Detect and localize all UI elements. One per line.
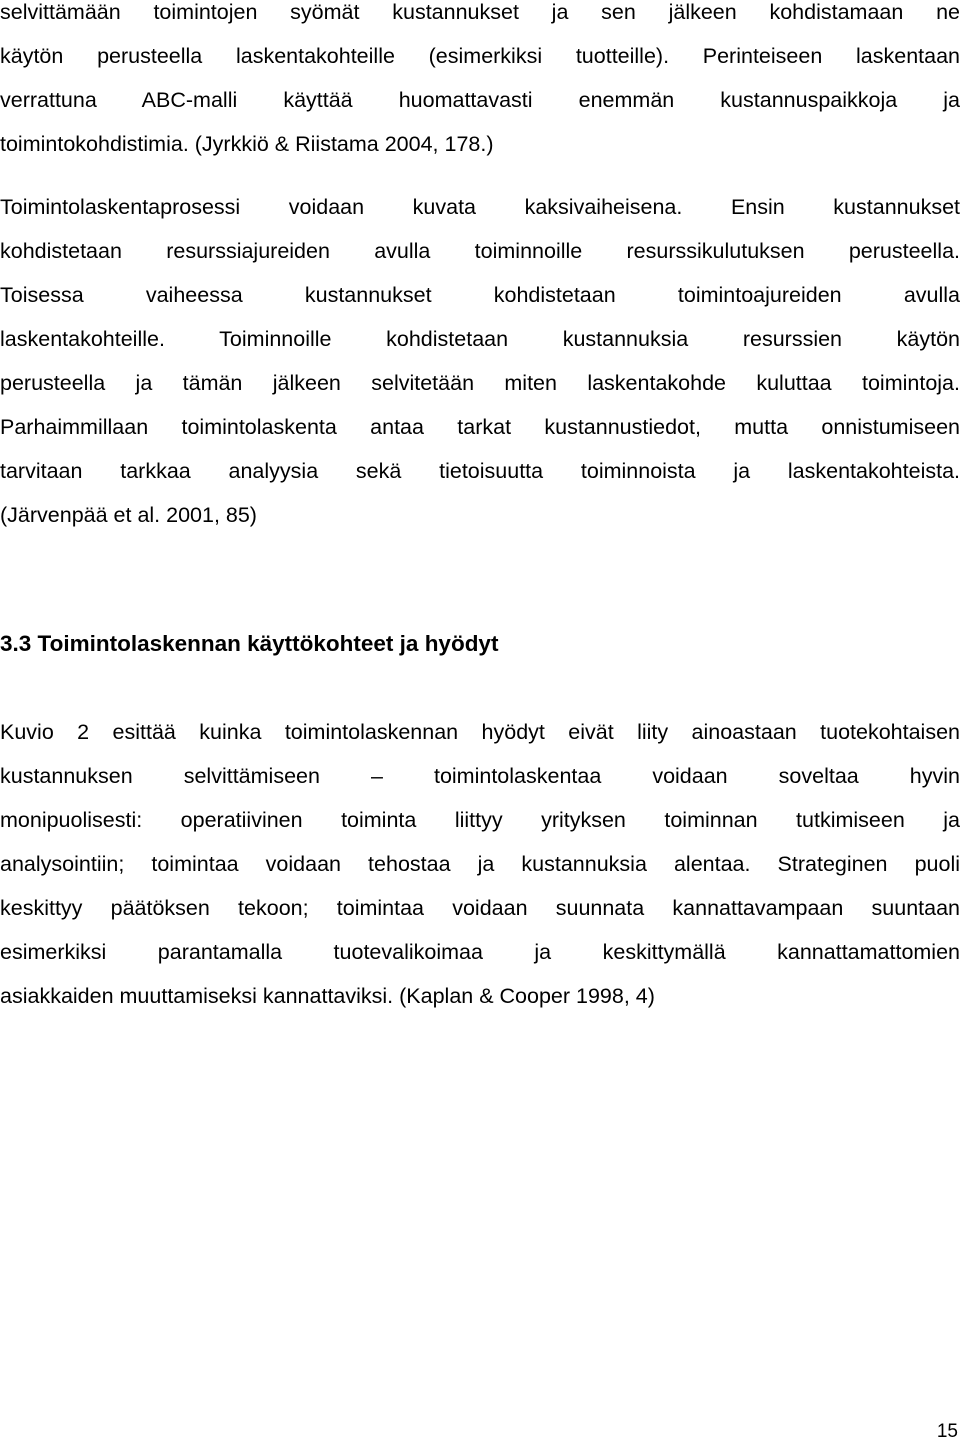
text-line: asiakkaiden muuttamiseksi kannattaviksi. (Kaplan & Cooper 1998, 4) <box>0 984 655 1008</box>
text-line: laskentakohteille. Toiminnoille kohdistetaan kustannuksia resurssien käytön <box>0 327 960 351</box>
text-line: Kuvio 2 esittää kuinka toimintolaskennan hyödyt eivät liity ainoastaan tuotekohtaisen <box>0 720 960 744</box>
text-line: toimintokohdistimia. (Jyrkkiö & Riistama 2004, 178.) <box>0 132 494 156</box>
page-number: 15 <box>936 1421 958 1442</box>
text-line: analysointiin; toimintaa voidaan tehostaa ja kustannuksia alentaa. Strateginen puoli <box>0 852 960 876</box>
text-line: tarvitaan tarkkaa analyysia sekä tietoisuutta toiminnoista ja laskentakohteista. <box>0 459 960 483</box>
paragraph-abc-model <box>0 0 960 166</box>
paragraph-benefits <box>0 710 960 1018</box>
text-line: käytön perusteella laskentakohteille (esimerkiksi tuotteille). Perinteiseen laskentaan <box>0 44 960 68</box>
text-line: keskittyy päätöksen tekoon; toimintaa voidaan suunnata kannattavampaan suuntaan <box>0 896 960 920</box>
text-line: Toimintolaskentaprosessi voidaan kuvata kaksivaiheisena. Ensin kustannukset <box>0 195 960 219</box>
text-line: (Järvenpää et al. 2001, 85) <box>0 503 257 527</box>
text-line: monipuolisesti: operatiivinen toiminta liittyy yrityksen toiminnan tutkimiseen ja <box>0 808 960 832</box>
text-line: Parhaimmillaan toimintolaskenta antaa tarkat kustannustiedot, mutta onnistumiseen <box>0 415 960 439</box>
paragraph-two-stage-process <box>0 185 960 537</box>
text-line: Toisessa vaiheessa kustannukset kohdistetaan toimintoajureiden avulla <box>0 283 960 307</box>
text-line: perusteella ja tämän jälkeen selvitetään miten laskentakohde kuluttaa toimintoja. <box>0 371 960 395</box>
section-heading: 3.3 Toimintolaskennan käyttökohteet ja hyödyt <box>0 631 499 656</box>
text-line: selvittämään toimintojen syömät kustannukset ja sen jälkeen kohdistamaan ne <box>0 0 960 24</box>
text-line: kohdistetaan resurssiajureiden avulla toiminnoille resurssikulutuksen perusteella. <box>0 239 960 263</box>
text-line: kustannuksen selvittämiseen – toimintolaskentaa voidaan soveltaa hyvin <box>0 764 960 788</box>
text-line: verrattuna ABC-malli käyttää huomattavasti enemmän kustannuspaikkoja ja <box>0 88 960 112</box>
text-line: esimerkiksi parantamalla tuotevalikoimaa ja keskittymällä kannattamattomien <box>0 940 960 964</box>
